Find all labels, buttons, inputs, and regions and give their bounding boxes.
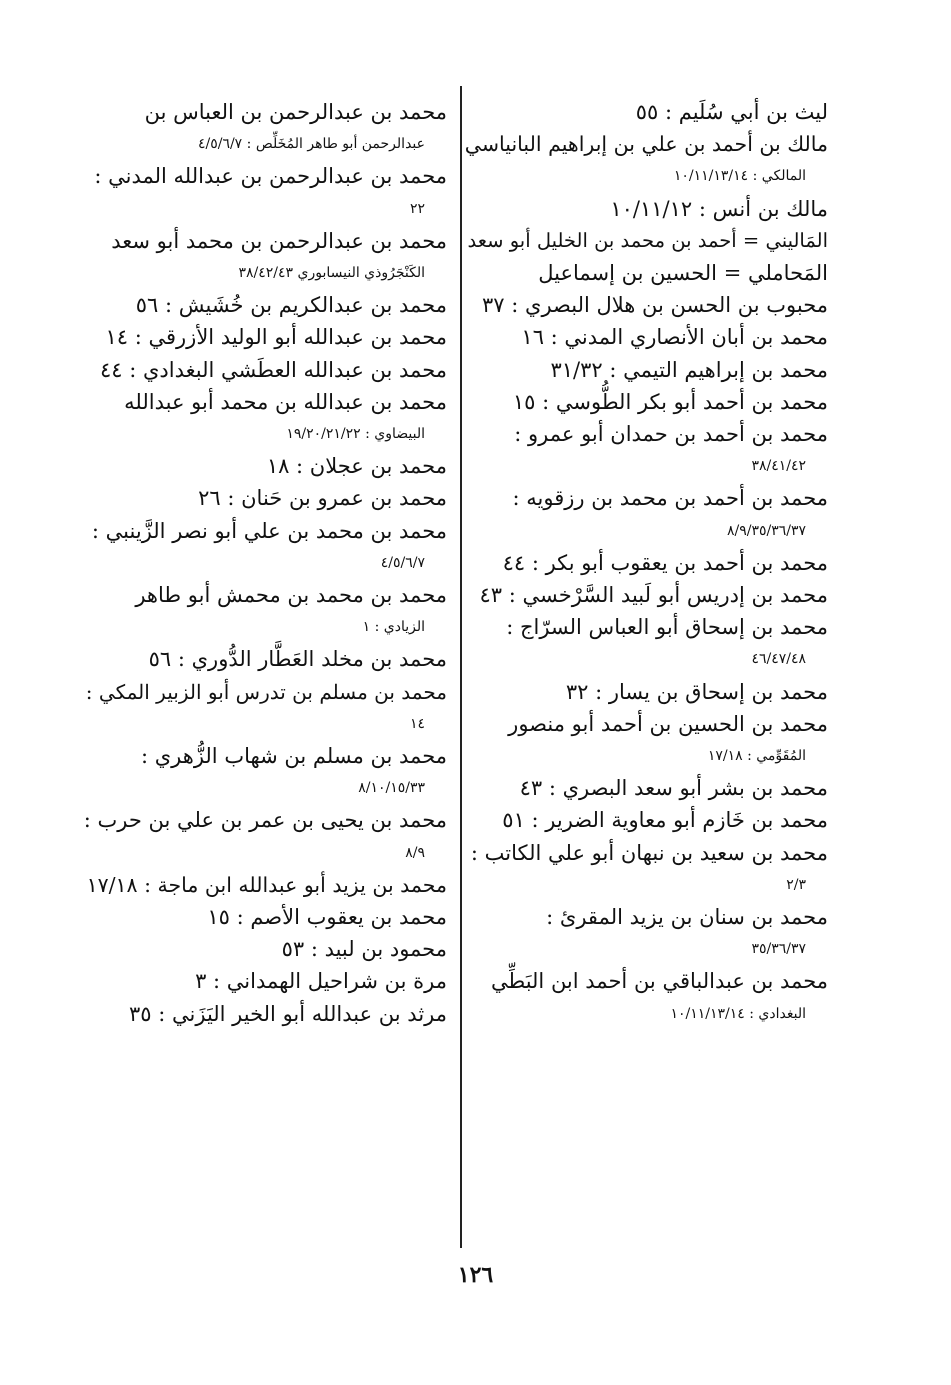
index-entry-line: محمد بن عبدالرحمن بن العباس بن — [144, 100, 447, 124]
index-entry-continuation: الكَنْجَرُوذي النيسابوري ٣٨/٤٢/٤٣ — [238, 265, 425, 282]
index-entry-line: محمد بن سنان بن يزيد المقرئ : — [546, 905, 828, 930]
index-entry — [463, 128, 828, 192]
index-entry-line: محمود بن لبيد : ٥٣ — [281, 937, 447, 962]
index-entry-line: محمد بن خَازم أبو معاوية الضرير : ٥١ — [502, 808, 828, 833]
index-column-right — [463, 96, 828, 1030]
index-entry — [463, 676, 828, 708]
index-entry-continuation: المُقَوِّمي : ١٧/١٨ — [707, 748, 806, 765]
index-entry-line: محمد بن أبان الأنصاري المدني : ١٦ — [521, 325, 828, 350]
index-entry-line: محمد بن مسلم بن تدرس أبو الزبير المكي : — [85, 679, 447, 704]
index-entry — [82, 96, 447, 160]
index-entry-continuation: ٣٥/٣٦/٣٧ — [751, 941, 806, 958]
index-entry-line: محمد بن مسلم بن شهاب الزُّهري : — [140, 744, 447, 769]
index-entry — [463, 289, 828, 321]
index-entry — [463, 257, 828, 289]
index-entry — [463, 901, 828, 965]
index-entry-line: مرة بن شراحيل الهمداني : ٣ — [195, 969, 447, 994]
index-entry-line: محمد بن عبدالرحمن بن محمد أبو سعد — [111, 228, 447, 253]
index-entry-continuation: ٣٨/٤١/٤٢ — [751, 458, 806, 475]
index-entry-continuation: عبدالرحمن أبو طاهر المُخَلِّص : ٤/٥/٦/٧ — [197, 136, 425, 153]
index-entry — [463, 225, 828, 257]
index-entry-continuation: ٨/٩/٣٥/٣٦/٣٧ — [726, 522, 806, 539]
index-entry-line: محمد بن محمد بن علي أبو نصر الزَّينبي : — [91, 518, 447, 543]
index-entry — [82, 160, 447, 224]
index-entry-line: محمد بن عبدالله بن محمد أبو عبدالله — [124, 389, 447, 414]
index-entry — [82, 643, 447, 675]
index-entry-line: محبوب بن الحسن بن هلال البصري : ٣٧ — [482, 293, 828, 318]
index-entry — [463, 804, 828, 836]
index-entry — [82, 482, 447, 514]
index-entry-line: محمد بن إدريس أبو لَبيد السَّرْخسي : ٤٣ — [479, 583, 828, 608]
index-entry-line: محمد بن أحمد بن يعقوب أبو بكر : ٤٤ — [502, 550, 828, 575]
index-entry-line: محمد بن مخلد العَطَّار الدُّوري : ٥٦ — [148, 647, 447, 672]
index-entry-continuation: ٨/١٠/١٥/٣٣ — [358, 780, 425, 797]
index-entry-line: محمد بن عبدالله أبو الوليد الأزرقي : ١٤ — [105, 325, 447, 350]
index-entry-continuation: ٨/٩ — [405, 844, 425, 861]
index-entry-continuation: البيضاوي : ١٩/٢٠/٢١/٢٢ — [286, 426, 425, 443]
index-entry — [463, 354, 828, 386]
index-entry — [82, 901, 447, 933]
index-entry — [82, 965, 447, 997]
index-entry — [82, 450, 447, 482]
index-entry-line: محمد بن إسحاق أبو العباس السرّاج : — [506, 615, 828, 640]
index-entry — [82, 515, 447, 579]
index-entry-continuation: ٢٢ — [409, 200, 425, 217]
index-entry-line: محمد بن الحسين بن أحمد أبو منصور — [508, 711, 828, 736]
index-entry-line: محمد بن يزيد أبو عبدالله ابن ماجة : ١٧/١٨ — [86, 872, 447, 897]
index-entry-line: محمد بن أحمد أبو بكر الطُّوسي : ١٥ — [512, 389, 828, 414]
index-entry — [463, 418, 828, 482]
index-column-left — [82, 96, 447, 1030]
index-entry — [463, 579, 828, 611]
index-entry — [82, 386, 447, 450]
page-number: ١٢٦ — [457, 1262, 494, 1288]
index-entry-line: محمد بن عبدالكريم بن خُشَيش : ٥٦ — [135, 293, 447, 318]
index-entry-line: محمد بن محمد بن محمش أبو طاهر — [135, 583, 447, 608]
index-entry-line: المَاليني = أحمد بن محمد بن الخليل أبو سعد — [467, 228, 828, 252]
index-entry-line: مرثد بن عبدالله أبو الخير اليَزَني : ٣٥ — [129, 1001, 447, 1026]
index-entry-line: محمد بن أحمد بن حمدان أبو عمرو : — [514, 422, 828, 447]
index-entry-line: محمد بن عمرو بن حَنان : ٢٦ — [198, 486, 447, 511]
index-entry-continuation: الزيادي : ١ — [362, 619, 425, 636]
index-entry-line: محمد بن أحمد بن محمد بن رزقويه : — [512, 486, 828, 511]
index-entry-line: محمد بن إبراهيم التيمي : ٣١/٣٢ — [550, 357, 828, 382]
index-entry-line: محمد بن عجلان : ١٨ — [266, 454, 447, 479]
index-entry-continuation: ١٤ — [409, 715, 425, 732]
index-entry — [82, 579, 447, 643]
index-entry-continuation: البغدادي : ١٠/١١/١٣/١٤ — [670, 1005, 806, 1022]
index-entry-line: محمد بن إسحاق بن يسار : ٣٢ — [565, 679, 828, 704]
index-entry — [463, 547, 828, 579]
index-entry — [82, 289, 447, 321]
index-entry — [82, 740, 447, 804]
index-entry — [463, 482, 828, 546]
index-entry-line: محمد بن عبدالرحمن بن عبدالله المدني : — [94, 164, 447, 189]
index-entry — [82, 321, 447, 353]
index-entry — [463, 321, 828, 353]
index-entry-line: مالك بن أنس : ١٠/١١/١٢ — [610, 196, 828, 221]
index-entry — [82, 676, 447, 740]
index-entry-line: ليث بن أبي سُلَيم : ٥٥ — [635, 100, 828, 124]
index-entry-continuation: المالكي : ١٠/١١/١٣/١٤ — [673, 168, 806, 185]
index-entry-line: محمد بن عبدالله العطَشي البغدادي : ٤٤ — [100, 357, 447, 382]
index-entry-line: محمد بن عبدالباقي بن أحمد ابن البَطِّي — [490, 969, 828, 994]
index-entry-continuation: ٢/٣ — [786, 876, 806, 893]
index-entry — [463, 772, 828, 804]
index-entry — [463, 837, 828, 901]
index-entry — [82, 354, 447, 386]
index-entry-line: المَحاملي = الحسين بن إسماعيل — [538, 261, 828, 286]
index-entry-continuation: ٤٦/٤٧/٤٨ — [751, 651, 806, 668]
index-entry — [82, 933, 447, 965]
index-entry-line: محمد بن يعقوب الأصم : ١٥ — [207, 905, 447, 930]
index-entry — [463, 193, 828, 225]
index-entry — [463, 611, 828, 675]
index-entry-line: محمد بن بشر أبو سعد البصري : ٤٣ — [519, 776, 828, 801]
column-divider — [460, 86, 462, 1248]
index-entry-line: محمد بن يحيى بن عمر بن علي بن حرب : — [83, 808, 447, 833]
index-entry — [82, 804, 447, 868]
index-entry — [463, 708, 828, 772]
index-entry — [82, 869, 447, 901]
index-entry-line: مالك بن أحمد بن علي بن إبراهيم البانياسي — [464, 132, 828, 157]
index-entry-continuation: ٤/٥/٦/٧ — [380, 554, 425, 571]
index-entry — [463, 965, 828, 1029]
index-entry-line: محمد بن سعيد بن نبهان أبو علي الكاتب : — [470, 840, 828, 865]
index-entry — [463, 386, 828, 418]
index-entry — [82, 998, 447, 1030]
index-entry — [463, 96, 828, 128]
index-entry — [82, 225, 447, 289]
